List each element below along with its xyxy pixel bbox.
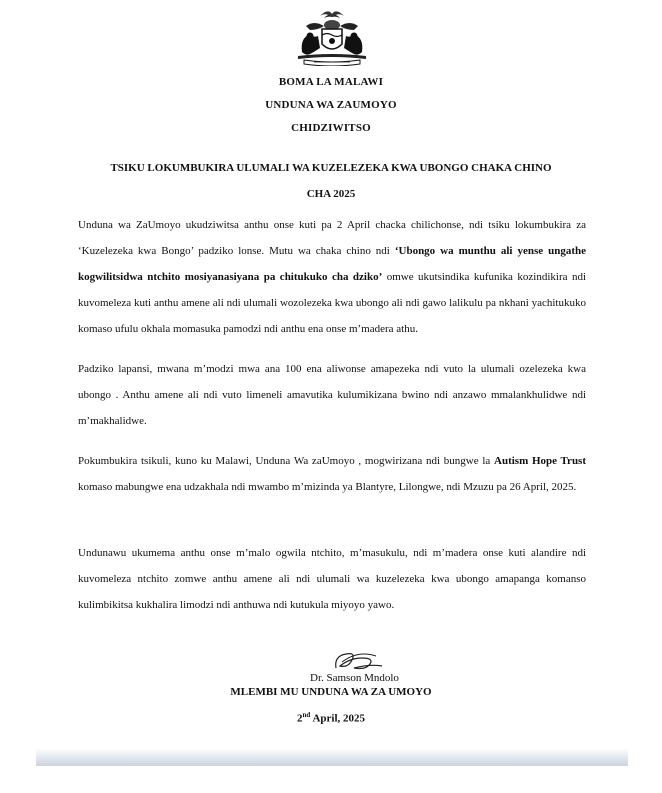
document-title-line1: TSIKU LOKUMBUKIRA ULUMALI WA KUZELEZEKA KWA UBONGO CHAKA CHINO [110, 162, 552, 174]
ministry-name: UNDUNA WA ZAUMOYO [265, 99, 397, 111]
document-date [0, 711, 662, 725]
paragraph-3-text: Pokumbukira tsikuli, kuno ku Malawi, Unduna Wa zaUmoyo , mogwirizana ndi bungwe la [78, 455, 495, 467]
coat-of-arms-icon [284, 8, 380, 66]
paragraph-4: Undunawu ukumema anthu onse m’malo ogwila ntchito, m’masukulu, ndi m’madera onse kuti alandire ndi kuvomeleza ntchito zomwe anthu amene ali ndi ulumali wa kuzelezeka kwa ubongo amapanga komanso kulimbikitsa kukhalira limodzi ndi anthuwa ndi kutukula miyoyo yawo. [78, 547, 586, 611]
document-type: CHIDZIWITSO [291, 122, 371, 134]
paragraph-1-text-end: omwe ukutsindika kufunika kozindikira ndi kuvomeleza kuti anthu amene ali ndi ulumali wozolezeka kwa ubongo ali ndi gawo lalikulu pa nkhani yachitukuko komaso ufulu okhala momasuka pamodzi ndi anthu ena onse m’madera athu. [78, 271, 586, 335]
paragraph-3-organization: Autism Hope Trust [494, 455, 587, 467]
paragraph-1-text: Unduna wa ZaUmoyo ukudziwitsa anthu onse kuti pa 2 April chacka chilichonse, ndi tsiku lokumbukira za ‘Kuzelezeka kwa Bongo’ padziko lonse. Mutu wa chaka chino ndi [78, 219, 586, 257]
government-name: BOMA LA MALAWI [278, 76, 384, 88]
paragraph-2: Padziko lapansi, mwana m’modzi mwa ana 100 ena aliwonse amapezeka ndi vuto la ulumali ozelezeka kwa ubongo . Anthu amene ali ndi vuto limeneli amavutika kulumikizana bwino ndi anzawo mmalankhulidwe ndi m’makhalidwe. [78, 363, 586, 427]
paragraph-3 [78, 448, 586, 500]
scan-shadow [36, 748, 628, 766]
signatory-name: Dr. Samson Mndolo [310, 672, 399, 684]
document-title-line2: CHA 2025 [306, 188, 356, 200]
date-day: 2 [297, 712, 303, 725]
date-rest: April, 2025 [310, 712, 365, 725]
paragraph-1-theme: ‘Ubongo wa munthu ali yense ungathe kogwilitsidwa ntchito mosiyanasiyana pa chitukuko cha dziko’ [78, 245, 586, 283]
paragraph-1 [78, 212, 586, 342]
date-suffix: nd [302, 711, 311, 719]
paragraph-3-text-end: komaso mabungwe ena udzakhala ndi mwambo m’mizinda ya Blantyre, Lilongwe, ndi Mzuzu pa 26 April, 2025. [78, 481, 577, 493]
signatory-title: MLEMBI MU UNDUNA WA ZA UMOYO [230, 686, 432, 698]
